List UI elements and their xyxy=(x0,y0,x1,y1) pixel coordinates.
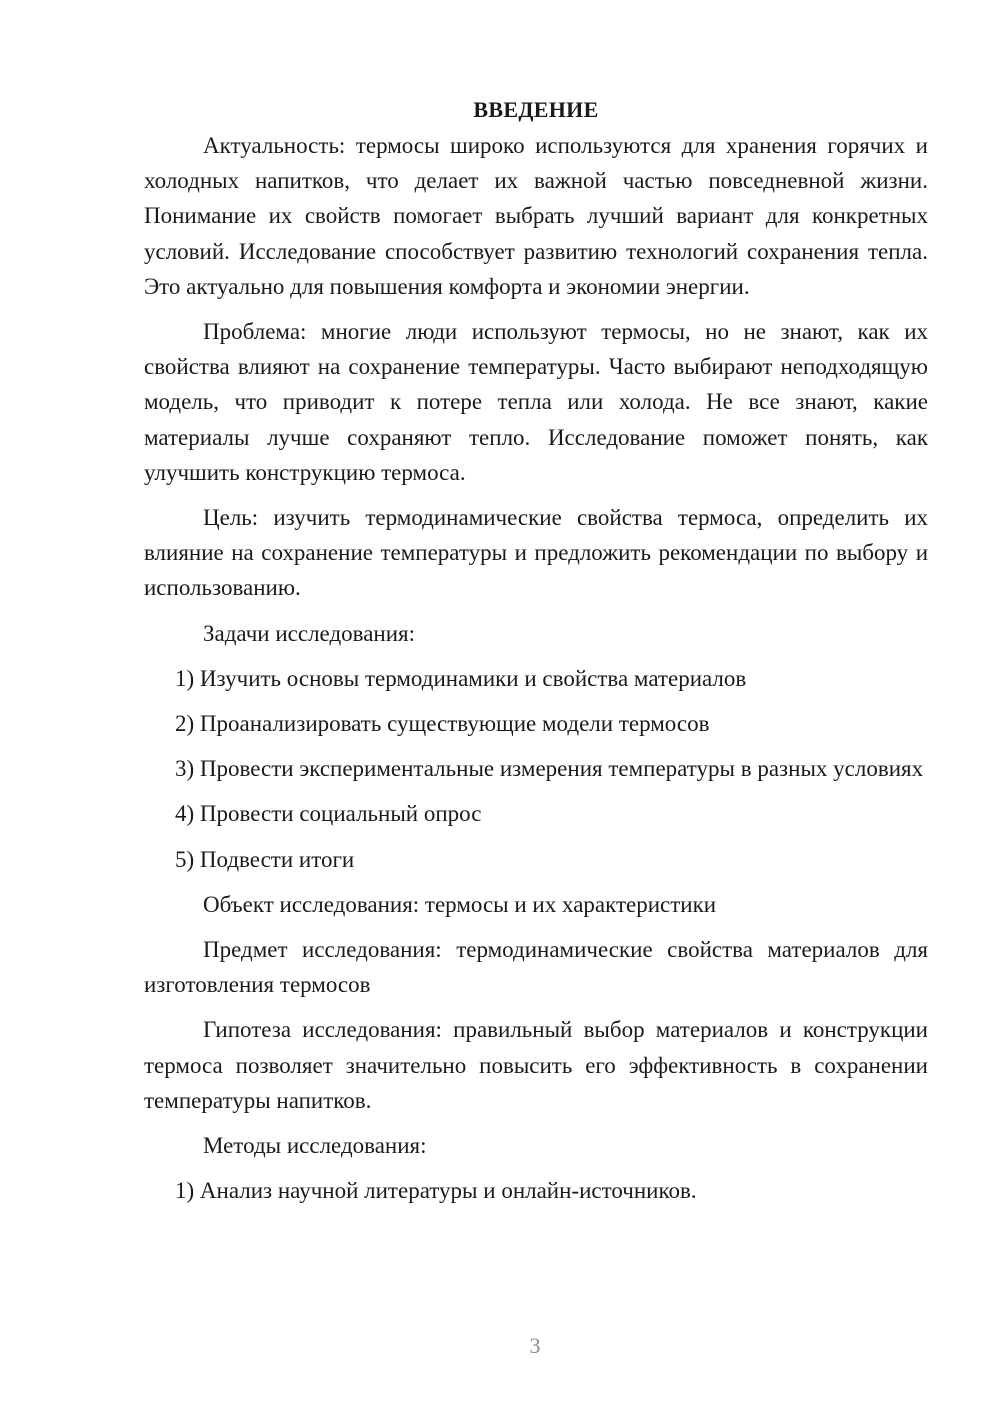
tasks-heading: Задачи исследования: xyxy=(203,620,416,646)
method-item: 1) Анализ научной литературы и онлайн-источников. xyxy=(175,1178,697,1204)
goal-paragraph: Цель: изучить термодинамические свойства термоса, определить их влияние на сохранение температуры и предложить рекомендации по выбору и использованию. xyxy=(144,505,928,601)
object-paragraph: Объект исследования: термосы и их характеристики xyxy=(203,891,717,917)
task-item: 4) Провести социальный опрос xyxy=(175,801,482,827)
document-page xyxy=(144,92,928,1218)
task-item: 3) Провести экспериментальные измерения температуры в разных условиях xyxy=(175,756,924,782)
task-item: 2) Проанализировать существующие модели термосов xyxy=(175,711,710,737)
methods-heading: Методы исследования: xyxy=(203,1133,427,1159)
subject-paragraph: Предмет исследования: термодинамические свойства материалов для изготовления термосов xyxy=(144,937,928,998)
problem-paragraph: Проблема: многие люди используют термосы, но не знают, как их свойства влияют на сохранение температуры. Часто выбирают неподходящую модель, что приводит к потере тепла или холода. Не все знают, какие материалы лучше сохраняют тепло. Исследование поможет понять, как улучшить конструкцию термоса. xyxy=(144,319,928,485)
page-number: 3 xyxy=(529,1333,541,1358)
task-item: 5) Подвести итоги xyxy=(175,846,355,872)
hypothesis-paragraph: Гипотеза исследования: правильный выбор материалов и конструкции термоса позволяет значительно повысить его эффективность в сохранении температуры напитков. xyxy=(144,1017,928,1113)
task-item: 1) Изучить основы термодинамики и свойства материалов xyxy=(175,665,747,691)
page-title: ВВЕДЕНИЕ xyxy=(473,97,599,122)
relevance-paragraph: Актуальность: термосы широко используются для хранения горячих и холодных напитков, что делает их важной частью повседневной жизни. Понимание их свойств помогает выбрать лучший вариант для конкретных условий. Исследование способствует развитию технологий сохранения тепла. Это актуально для повышения комфорта и экономии энергии. xyxy=(144,133,928,299)
